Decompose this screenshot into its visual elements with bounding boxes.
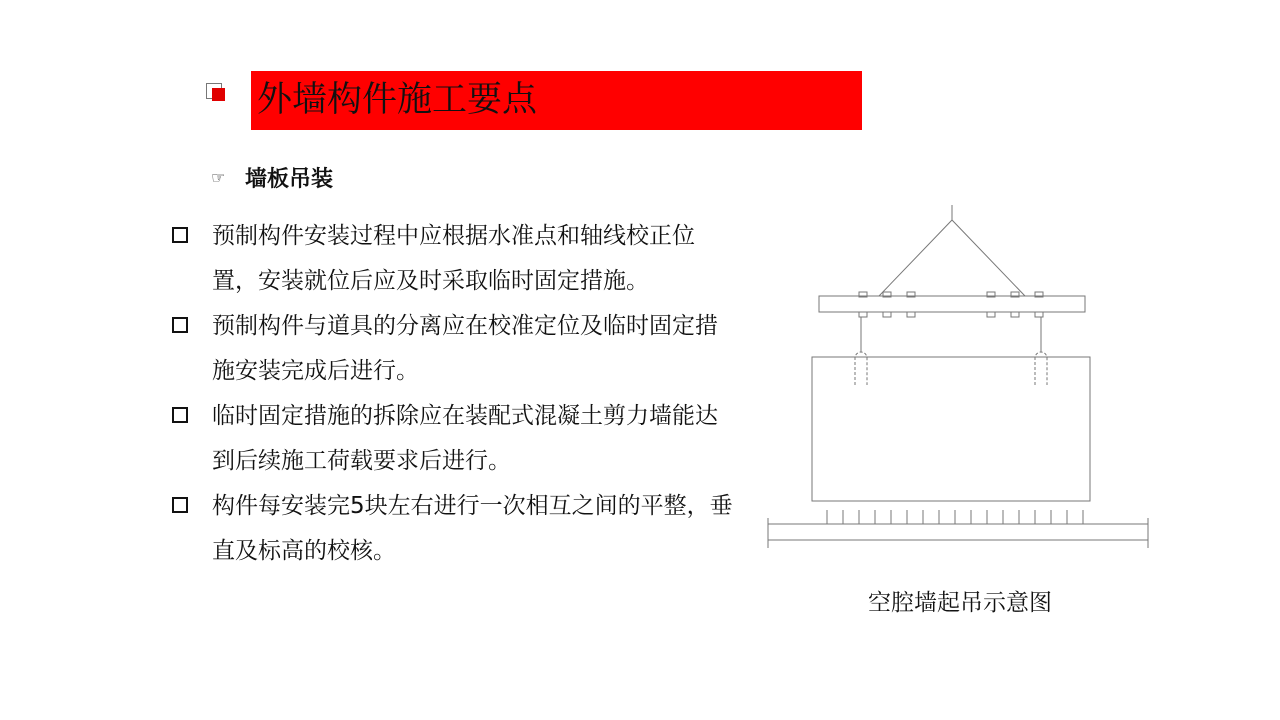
spreader-beam — [819, 296, 1085, 312]
list-item — [170, 394, 740, 484]
title-bullet-icon — [206, 83, 228, 105]
bullet-list — [170, 214, 740, 574]
list-item-text: 预制构件与道具的分离应在校准定位及临时固定措施安装完成后进行。 — [212, 313, 718, 384]
hollow-square-icon — [172, 497, 188, 513]
subheading-label: 墙板吊装 — [245, 166, 334, 192]
list-item — [170, 214, 740, 304]
pointing-hand-icon: ☞ — [211, 167, 226, 187]
list-item-text: 临时固定措施的拆除应在装配式混凝土剪力墙能达到后续施工荷载要求后进行。 — [212, 403, 718, 474]
wall-panel — [812, 357, 1090, 501]
slide-title: 外墙构件施工要点 — [251, 71, 862, 130]
list-item-text: 预制构件安装过程中应根据水准点和轴线校正位置，安装就位后应及时采取临时固定措施。 — [212, 223, 695, 294]
hollow-square-icon — [172, 227, 188, 243]
ground-ticks — [827, 510, 1083, 524]
lifting-diagram — [760, 200, 1160, 560]
sling-left — [879, 220, 952, 296]
list-item — [170, 484, 740, 574]
hollow-square-icon — [172, 317, 188, 333]
subheading — [211, 161, 333, 193]
figure-caption: 空腔墙起吊示意图 — [868, 590, 1052, 616]
sling-right — [952, 220, 1025, 296]
list-item-text: 构件每安装完5块左右进行一次相互之间的平整，垂直及标高的校核。 — [212, 493, 733, 564]
list-item — [170, 304, 740, 394]
hollow-square-icon — [172, 407, 188, 423]
